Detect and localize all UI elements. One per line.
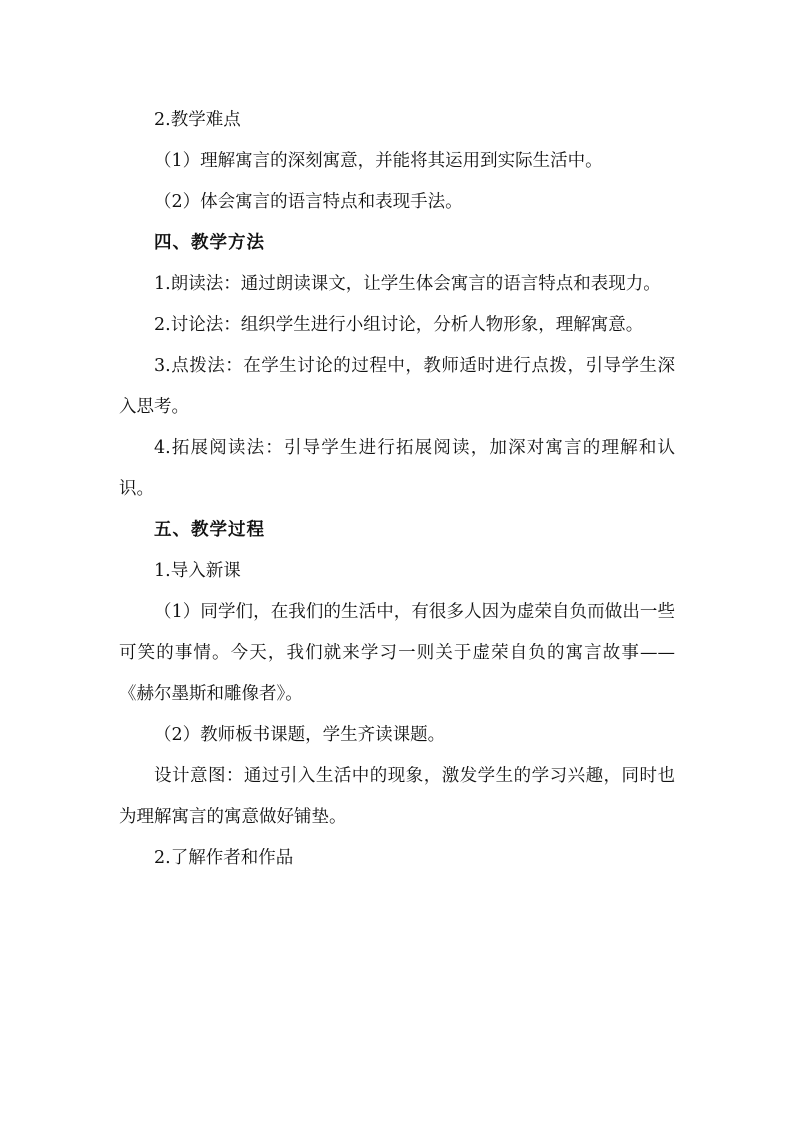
paragraph-intro-2: （2）教师板书课题，学生齐读课题。	[154, 725, 446, 745]
subheading-introduce-lesson: 1.导入新课	[154, 561, 241, 581]
paragraph-method-1: 1.朗读法：通过朗读课文，让学生体会寓言的语言特点和表现力。	[154, 274, 661, 294]
paragraph-intro-1: （1）同学们，在我们的生活中，有很多人因为虚荣自负而做出一些可笑的事情。今天，我们就来学习一则关于虚荣自负的寓言故事——《赫尔墨斯和雕像者》。	[119, 602, 675, 704]
paragraph-design-intent: 设计意图：通过引入生活中的现象，激发学生的学习兴趣，同时也为理解寓言的寓意做好铺垫。	[119, 766, 675, 827]
paragraph-method-4: 4.拓展阅读法：引导学生进行拓展阅读，加深对寓言的理解和认识。	[119, 438, 675, 499]
subheading-teaching-difficulties: 2.教学难点	[154, 110, 241, 130]
document-body	[119, 100, 675, 879]
subheading-author-and-work: 2.了解作者和作品	[154, 848, 294, 868]
section-heading-teaching-process: 五、教学过程	[154, 520, 265, 540]
section-heading-teaching-methods: 四、教学方法	[154, 233, 265, 253]
paragraph-difficulty-2: （2）体会寓言的语言特点和表现手法。	[154, 192, 463, 212]
paragraph-difficulty-1: （1）理解寓言的深刻寓意，并能将其运用到实际生活中。	[154, 151, 603, 171]
paragraph-method-3: 3.点拨法：在学生讨论的过程中，教师适时进行点拨，引导学生深入思考。	[119, 356, 675, 417]
paragraph-method-2: 2.讨论法：组织学生进行小组讨论，分析人物形象，理解寓意。	[154, 315, 644, 335]
